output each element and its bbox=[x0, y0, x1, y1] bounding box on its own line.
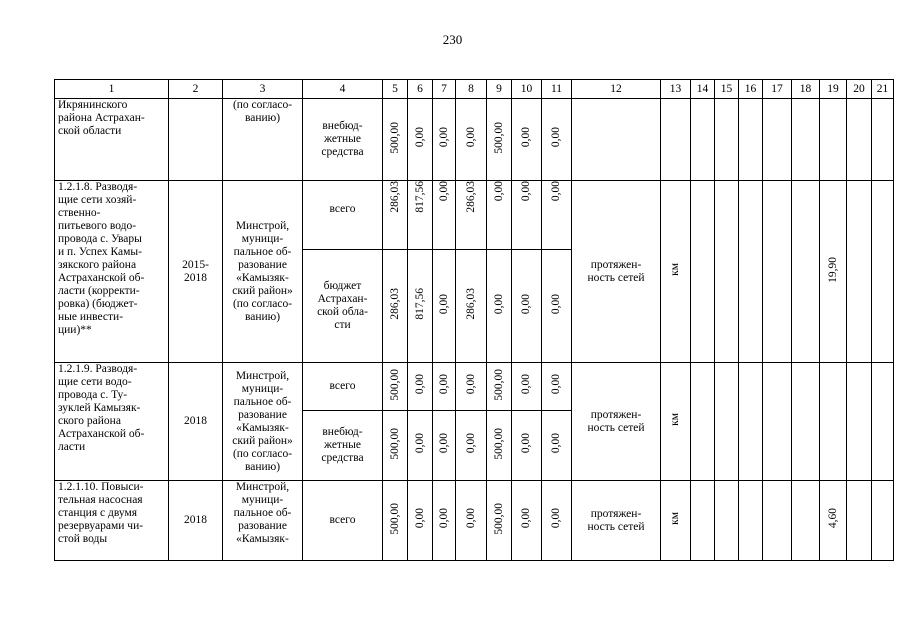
value-cell bbox=[433, 411, 456, 481]
empty-cell bbox=[715, 481, 739, 561]
value-cell bbox=[542, 250, 572, 363]
value-text: 0,00 bbox=[464, 374, 477, 395]
value-cell bbox=[408, 411, 433, 481]
unit-cell bbox=[661, 99, 691, 181]
indicator-cell: протяжен- ность сетей bbox=[572, 481, 661, 561]
value-text: 0,00 bbox=[520, 293, 532, 315]
value-text: 0,00 bbox=[437, 374, 450, 395]
header-cell: 5 bbox=[383, 80, 408, 99]
funding-source: внебюд- жетные средства bbox=[303, 99, 383, 181]
value-cell bbox=[820, 481, 847, 561]
value-text: 0,00 bbox=[520, 433, 532, 454]
value-cell bbox=[487, 99, 512, 181]
executor-cell: Минстрой, муници- пальное об- разование «Камызяк- ский район» (по согласо- ванию) bbox=[223, 181, 303, 363]
unit-text: км bbox=[669, 263, 681, 276]
empty-cell bbox=[763, 181, 792, 363]
header-cell: 15 bbox=[715, 80, 739, 99]
header-cell: 8 bbox=[456, 80, 487, 99]
value-cell bbox=[542, 181, 572, 250]
value-text: 0,00 bbox=[492, 293, 505, 315]
value-text: 500,00 bbox=[388, 502, 401, 535]
value-text: 0,00 bbox=[413, 508, 426, 529]
value-cell bbox=[383, 99, 408, 181]
header-cell: 9 bbox=[487, 80, 512, 99]
measure-name: 1.2.1.9. Разводя- щие сети водо- провода с. Ту- зуклей Камызяк- ского района Астраханской об- ласти bbox=[55, 363, 169, 481]
value-text: 0,00 bbox=[550, 127, 562, 148]
empty-cell bbox=[847, 363, 872, 481]
funding-source: всего bbox=[303, 181, 383, 250]
empty-cell bbox=[715, 363, 739, 481]
value-text: 4,60 bbox=[826, 508, 839, 529]
empty-cell bbox=[792, 363, 820, 481]
value-cell bbox=[542, 411, 572, 481]
value-text: 500,00 bbox=[492, 121, 505, 154]
empty-cell bbox=[847, 99, 872, 181]
value-text: 0,00 bbox=[413, 127, 426, 148]
value-cell bbox=[408, 250, 433, 363]
empty-cell bbox=[872, 481, 894, 561]
funding-source: всего bbox=[303, 363, 383, 411]
empty-cell bbox=[739, 481, 763, 561]
value-text: 0,00 bbox=[437, 508, 450, 529]
value-cell bbox=[487, 181, 512, 250]
empty-cell bbox=[715, 181, 739, 363]
value-cell bbox=[512, 250, 542, 363]
table-row bbox=[55, 99, 894, 181]
value-text: 0,00 bbox=[550, 433, 562, 454]
value-cell bbox=[456, 363, 487, 411]
value-text: 0,00 bbox=[520, 181, 532, 202]
executor-cell: Минстрой, муници- пальное об- разование «Камызяк- ский район» (по согласо- ванию) bbox=[223, 363, 303, 481]
value-cell bbox=[383, 481, 408, 561]
empty-cell bbox=[820, 363, 847, 481]
header-cell: 12 bbox=[572, 80, 661, 99]
empty-cell bbox=[739, 99, 763, 181]
value-cell bbox=[383, 363, 408, 411]
header-cell: 10 bbox=[512, 80, 542, 99]
empty-cell bbox=[691, 181, 715, 363]
value-text: 0,00 bbox=[437, 181, 450, 202]
value-cell bbox=[456, 181, 487, 250]
page-number: 230 bbox=[442, 32, 463, 47]
value-cell bbox=[487, 411, 512, 481]
years-cell: 2018 bbox=[169, 363, 223, 481]
value-cell bbox=[433, 99, 456, 181]
value-text: 0,00 bbox=[550, 508, 562, 529]
header-cell: 18 bbox=[792, 80, 820, 99]
empty-cell bbox=[792, 481, 820, 561]
executor-cell: (по согласо- ванию) bbox=[223, 99, 303, 181]
value-cell bbox=[512, 481, 542, 561]
value-cell bbox=[433, 363, 456, 411]
value-cell bbox=[383, 411, 408, 481]
value-cell bbox=[456, 481, 487, 561]
value-cell bbox=[487, 363, 512, 411]
empty-cell bbox=[872, 181, 894, 363]
value-text: 286,03 bbox=[388, 181, 401, 213]
indicator-cell: протяжен- ность сетей bbox=[572, 181, 661, 363]
executor-cell: Минстрой, муници- пальное об- разование «Камызяк- bbox=[223, 481, 303, 561]
value-cell bbox=[512, 411, 542, 481]
value-text: 817,56 bbox=[413, 288, 426, 320]
years-cell bbox=[169, 99, 223, 181]
funding-source: внебюд- жетные средства bbox=[303, 411, 383, 481]
header-cell: 14 bbox=[691, 80, 715, 99]
value-cell bbox=[487, 250, 512, 363]
measure-name: Икрянинского района Астрахан- ской области bbox=[55, 99, 169, 181]
indicator-cell bbox=[572, 99, 661, 181]
empty-cell bbox=[691, 99, 715, 181]
header-cell: 20 bbox=[847, 80, 872, 99]
empty-cell bbox=[792, 99, 820, 181]
header-cell: 2 bbox=[169, 80, 223, 99]
value-text: 0,00 bbox=[413, 433, 426, 454]
funding-source: всего bbox=[303, 481, 383, 561]
value-text: 0,00 bbox=[413, 374, 426, 395]
value-text: 286,03 bbox=[464, 288, 477, 320]
years-cell: 2018 bbox=[169, 481, 223, 561]
value-text: 0,00 bbox=[520, 508, 532, 529]
value-text: 500,00 bbox=[388, 427, 401, 460]
value-cell bbox=[383, 181, 408, 250]
empty-cell bbox=[763, 99, 792, 181]
empty-cell bbox=[763, 481, 792, 561]
header-row bbox=[55, 80, 894, 99]
header-cell: 6 bbox=[408, 80, 433, 99]
empty-cell bbox=[763, 363, 792, 481]
empty-cell bbox=[739, 363, 763, 481]
program-table bbox=[54, 79, 894, 561]
empty-cell bbox=[872, 99, 894, 181]
value-text: 0,00 bbox=[550, 374, 562, 395]
header-cell: 13 bbox=[661, 80, 691, 99]
header-cell: 4 bbox=[303, 80, 383, 99]
empty-cell bbox=[691, 363, 715, 481]
value-cell bbox=[542, 363, 572, 411]
table-row bbox=[55, 181, 894, 250]
header-cell: 1 bbox=[55, 80, 169, 99]
value-text: 0,00 bbox=[464, 508, 477, 529]
empty-cell bbox=[847, 181, 872, 363]
funding-source: бюджет Астрахан- ской обла- сти bbox=[303, 250, 383, 363]
value-text: 0,00 bbox=[492, 181, 505, 202]
value-cell bbox=[512, 99, 542, 181]
empty-cell bbox=[691, 481, 715, 561]
years-cell: 2015- 2018 bbox=[169, 181, 223, 363]
value-text: 0,00 bbox=[437, 127, 450, 148]
value-cell bbox=[512, 181, 542, 250]
unit-cell bbox=[661, 481, 691, 561]
unit-cell bbox=[661, 363, 691, 481]
value-text: 0,00 bbox=[437, 293, 450, 315]
unit-text: км bbox=[669, 413, 681, 426]
table-row bbox=[55, 363, 894, 411]
value-cell bbox=[487, 481, 512, 561]
value-cell bbox=[408, 99, 433, 181]
measure-name: 1.2.1.10. Повыси- тельная насосная станция с двумя резервуарами чи- стой воды bbox=[55, 481, 169, 561]
value-text: 500,00 bbox=[492, 427, 505, 460]
value-text: 500,00 bbox=[388, 368, 401, 401]
value-text: 0,00 bbox=[550, 293, 562, 315]
header-cell: 19 bbox=[820, 80, 847, 99]
header-cell: 16 bbox=[739, 80, 763, 99]
table-row bbox=[55, 481, 894, 561]
value-text: 0,00 bbox=[520, 374, 532, 395]
value-text: 0,00 bbox=[520, 127, 532, 148]
value-cell bbox=[456, 99, 487, 181]
value-text: 0,00 bbox=[550, 181, 562, 202]
value-cell bbox=[456, 250, 487, 363]
measure-name: 1.2.1.8. Разводя- щие сети хозяй- ственно- питьевого водо- провода с. Увары и п. Успех Камы- зякского района Астраханской об- ласти (корректи- ровка) (бюджет- ные инвести- ции)** bbox=[55, 181, 169, 363]
empty-cell bbox=[739, 181, 763, 363]
value-text: 817,56 bbox=[413, 181, 426, 213]
unit-cell bbox=[661, 181, 691, 363]
value-cell bbox=[408, 481, 433, 561]
empty-cell bbox=[847, 481, 872, 561]
value-cell bbox=[433, 481, 456, 561]
header-cell: 3 bbox=[223, 80, 303, 99]
value-cell bbox=[512, 363, 542, 411]
indicator-cell: протяжен- ность сетей bbox=[572, 363, 661, 481]
empty-cell bbox=[715, 99, 739, 181]
value-text: 500,00 bbox=[492, 368, 505, 401]
value-cell bbox=[383, 250, 408, 363]
value-cell bbox=[433, 250, 456, 363]
empty-cell bbox=[792, 181, 820, 363]
value-text: 0,00 bbox=[464, 127, 477, 148]
value-cell bbox=[408, 181, 433, 250]
value-cell bbox=[820, 181, 847, 363]
value-cell bbox=[408, 363, 433, 411]
value-cell bbox=[542, 99, 572, 181]
value-text: 0,00 bbox=[464, 433, 477, 454]
value-text: 19,90 bbox=[826, 256, 839, 283]
value-cell bbox=[542, 481, 572, 561]
empty-cell bbox=[820, 99, 847, 181]
value-text: 500,00 bbox=[492, 502, 505, 535]
value-text: 0,00 bbox=[437, 433, 450, 454]
empty-cell bbox=[872, 363, 894, 481]
header-cell: 7 bbox=[433, 80, 456, 99]
header-cell: 21 bbox=[872, 80, 894, 99]
header-cell: 11 bbox=[542, 80, 572, 99]
value-cell bbox=[456, 411, 487, 481]
value-text: 500,00 bbox=[388, 121, 401, 154]
unit-text: км bbox=[669, 512, 681, 525]
value-cell bbox=[433, 181, 456, 250]
value-text: 286,03 bbox=[464, 181, 477, 213]
header-cell: 17 bbox=[763, 80, 792, 99]
value-text: 286,03 bbox=[388, 288, 401, 320]
